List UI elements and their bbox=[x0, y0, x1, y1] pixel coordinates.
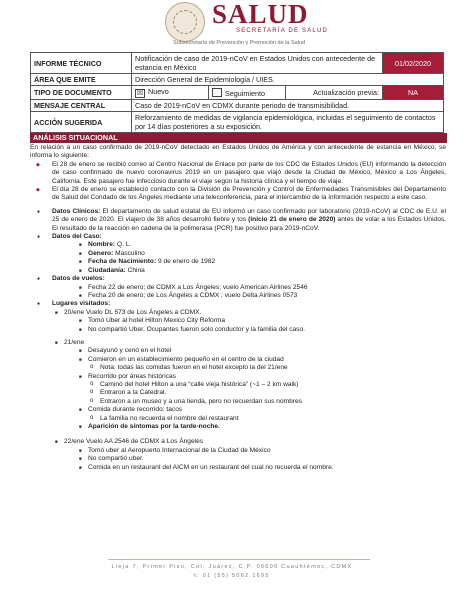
row-mensaje bbox=[31, 100, 444, 112]
day-21-symptoms bbox=[76, 423, 446, 431]
list-item: ■ Recorrido por áreas históricas bbox=[76, 373, 446, 381]
nacimiento-value: 9 de enero de 1982 bbox=[156, 258, 216, 266]
logo-subtitle: SECRETARÍA DE SALUD bbox=[236, 28, 329, 34]
lugares-label: Lugares visitados: bbox=[52, 300, 111, 308]
ciudadania-value: China bbox=[125, 266, 145, 274]
details-list bbox=[30, 208, 446, 472]
mexico-seal-icon bbox=[165, 2, 205, 42]
places-item bbox=[30, 300, 446, 472]
day-21-details bbox=[76, 347, 446, 364]
nombre-label: Nombre: bbox=[88, 241, 116, 249]
day-22-details bbox=[76, 447, 446, 472]
logo-title: SALUD bbox=[212, 0, 309, 29]
page-header bbox=[0, 0, 464, 48]
caso-label: Datos del Caso: bbox=[52, 233, 102, 241]
seguimiento-label: Seguimiento bbox=[225, 88, 265, 98]
info-table bbox=[30, 52, 444, 133]
analysis-intro: En relación a un caso confirmado de 2019-nCoV detectado en Estados Unidos de América y con antecedente de estancia en México, se informa lo siguiente: bbox=[30, 144, 446, 160]
accion-label: ACCIÓN SUGERIDA bbox=[31, 112, 132, 133]
genero-label: Genero: bbox=[88, 249, 114, 257]
day-21-sub bbox=[88, 364, 446, 372]
nombre-value: Q. L. bbox=[115, 241, 132, 249]
findings-list bbox=[30, 161, 446, 203]
day-21-list bbox=[52, 339, 446, 347]
footer-divider bbox=[108, 559, 370, 560]
list-item: o Caminó del hotel Hilton a una “calle vieja histórica” (~1 – 2 km walk) bbox=[88, 381, 446, 389]
list-item: ■ 22/ene Vuelo AA 2546 de CDMX a Los Ángeles bbox=[52, 438, 446, 446]
case-data-item bbox=[30, 233, 446, 275]
footer-address: Lieja 7, Primer Piso, Col. Juárez, C.P. 06600 Cuauhtémoc, CDMX bbox=[111, 564, 353, 570]
seguimiento-checkbox bbox=[212, 88, 222, 97]
clinicos-onset: (inicio 21 de enero de 2020) bbox=[248, 216, 336, 224]
list-item bbox=[76, 258, 446, 266]
list-item: o Entraron a la Catedral. bbox=[88, 389, 446, 397]
informe-value: Notificación de caso de 2019-nCoV en Estados Unidos con antecedente de estancia en México bbox=[132, 53, 383, 74]
flights-list bbox=[76, 284, 446, 301]
subsecretaria-line: Subsecretaría de Prevención y Promoción de la Salud bbox=[173, 40, 306, 46]
page-footer bbox=[0, 563, 464, 581]
symptoms-onset: Aparición de síntomas por la tarde-noche. bbox=[88, 423, 220, 430]
informe-label: INFORME TÉCNICO bbox=[31, 53, 132, 74]
finding-item: ◆ El día 28 de enero se estableció contacto con la División de Prevención y Control de Enfermedades Transmisibles del Departamento de Salud del Condado de los Ángeles mediante una teleconferencia, para el intercambio de la información respecto a este caso. bbox=[30, 186, 446, 203]
list-item: ■ 20/ene Vuelo DL 573 de Los Ángeles a CDMX. bbox=[52, 309, 446, 317]
mensaje-label: MENSAJE CENTRAL bbox=[31, 100, 132, 112]
accion-value: Reforzamiento de medidas de vigilancia epidemiológica, incluidas el seguimiento de contactos por 14 días posteriores a su exposición. bbox=[132, 112, 444, 133]
finding-item: ◆ El 28 de enero se recibió correo al Centro Nacional de Enlace por parte de los CDC de Estados Unidos (EU) informando la detección de caso confirmado de nuevo coronavirus 2019 en un pasajero que viajó desde la Ciudad de México, México a Los Ángeles, California. Este pasajero fue infeccioso durante el viaje según la historia clínica y el tiempo de viaje. bbox=[30, 161, 446, 186]
day-21-tour-sub bbox=[88, 381, 446, 406]
tipo-label: TIPO DE DOCUMENTO bbox=[31, 86, 132, 100]
list-item: ■ Fecha 20 de enero; de Los Ángeles a CDMX ; vuelo Delta Airlines 0573 bbox=[76, 292, 446, 300]
row-tipo bbox=[31, 86, 444, 100]
nuevo-checkbox: ☒ bbox=[136, 90, 144, 97]
row-informe bbox=[31, 53, 444, 74]
case-data-list bbox=[76, 241, 446, 275]
nacimiento-label: Fecha de Nacimiento: bbox=[88, 258, 157, 266]
list-item: o Nota: todas las comidas fueron en el hotel excepto la del 21/ene bbox=[88, 364, 446, 372]
day-20-list bbox=[52, 309, 446, 317]
actualizacion-label: Actualización previa: bbox=[286, 86, 383, 100]
list-item bbox=[76, 250, 446, 258]
day-20-details bbox=[76, 317, 446, 334]
list-item: ■ Comieron en un establecimiento pequeño en el centro de la ciudad bbox=[76, 356, 446, 364]
list-item: ■ Tomó uber al Aeropuerto Internacional de la Ciudad de México bbox=[76, 447, 446, 455]
ciudadania-label: Ciudadanía: bbox=[88, 266, 126, 274]
clinical-data-item bbox=[30, 208, 446, 233]
analysis-content bbox=[30, 144, 446, 472]
list-item: ■ Tomó Uber al hotel Hilton Mexico City Reforma bbox=[76, 317, 446, 325]
list-item: ■ No compartió Uber. Ocupantes fueron solo conductor y la familia del caso. bbox=[76, 326, 446, 334]
list-item bbox=[76, 267, 446, 275]
row-area bbox=[31, 74, 444, 86]
genero-value: Masculino bbox=[113, 249, 145, 257]
day-21-meal-sub bbox=[88, 415, 446, 423]
list-item: ■ No compartió uber. bbox=[76, 455, 446, 463]
nuevo-label: Nuevo bbox=[148, 87, 169, 96]
list-item: ■ Desayunó y cenó en el hotel bbox=[76, 347, 446, 355]
vuelos-label: Datos de vuelos: bbox=[52, 275, 105, 283]
area-value: Dirección General de Epidemiología / UIES. bbox=[132, 74, 444, 86]
list-item: ■ 21/ene bbox=[52, 339, 446, 347]
day-22-list bbox=[52, 438, 446, 446]
row-accion bbox=[31, 112, 444, 133]
day-21-meal bbox=[76, 406, 446, 414]
day-21-tour bbox=[76, 373, 446, 381]
list-item: ■ Comida durante recorrido: tacos bbox=[76, 406, 446, 414]
list-item: o La familia no recuerda el nombre del restaurant bbox=[88, 415, 446, 423]
mensaje-value: Caso de 2019-nCoV en CDMX durante periodo de transmisibilidad. bbox=[132, 100, 444, 112]
nuevo-option bbox=[132, 86, 209, 100]
actualizacion-value: NA bbox=[383, 86, 444, 100]
list-item bbox=[76, 423, 446, 431]
list-item: o Entraron a un museo y a una tienda, pero no recuerdan sus nombres bbox=[88, 398, 446, 406]
list-item bbox=[76, 241, 446, 249]
seguimiento-option bbox=[209, 86, 286, 100]
area-label: ÁREA QUE EMITE bbox=[31, 74, 132, 86]
list-item: ■ Comida en un restaurant del AICM en un restaurant del cual no recuerda el nombre. bbox=[76, 464, 446, 472]
report-date: 01/02/2020 bbox=[383, 53, 444, 74]
clinicos-text-b: antes de volar a los Estados Unidos. El resultado de la reacción en cadena de la polimerasa (PCR) fue positivo para 2019-nCoV. bbox=[52, 216, 446, 232]
clinicos-text-a: El departamento de salud estatal de EU informó un caso confirmado por laboratorio (2019-nCoV) al CDC de E.U. el 25 de enero de 2020. El viajero de 38 años desarrolló fiebre y tos bbox=[52, 207, 446, 224]
list-item: ■ Fecha 22 de enero; de CDMX a Los Ángeles; vuelo American Airlines 2546 bbox=[76, 284, 446, 292]
clinicos-label: Datos Clínicos: bbox=[52, 207, 101, 215]
section-title: ANÁLISIS SITUACIONAL bbox=[30, 133, 447, 143]
footer-phone: t: 01 (55) 5062.1695 bbox=[194, 573, 270, 579]
flights-item bbox=[30, 275, 446, 300]
